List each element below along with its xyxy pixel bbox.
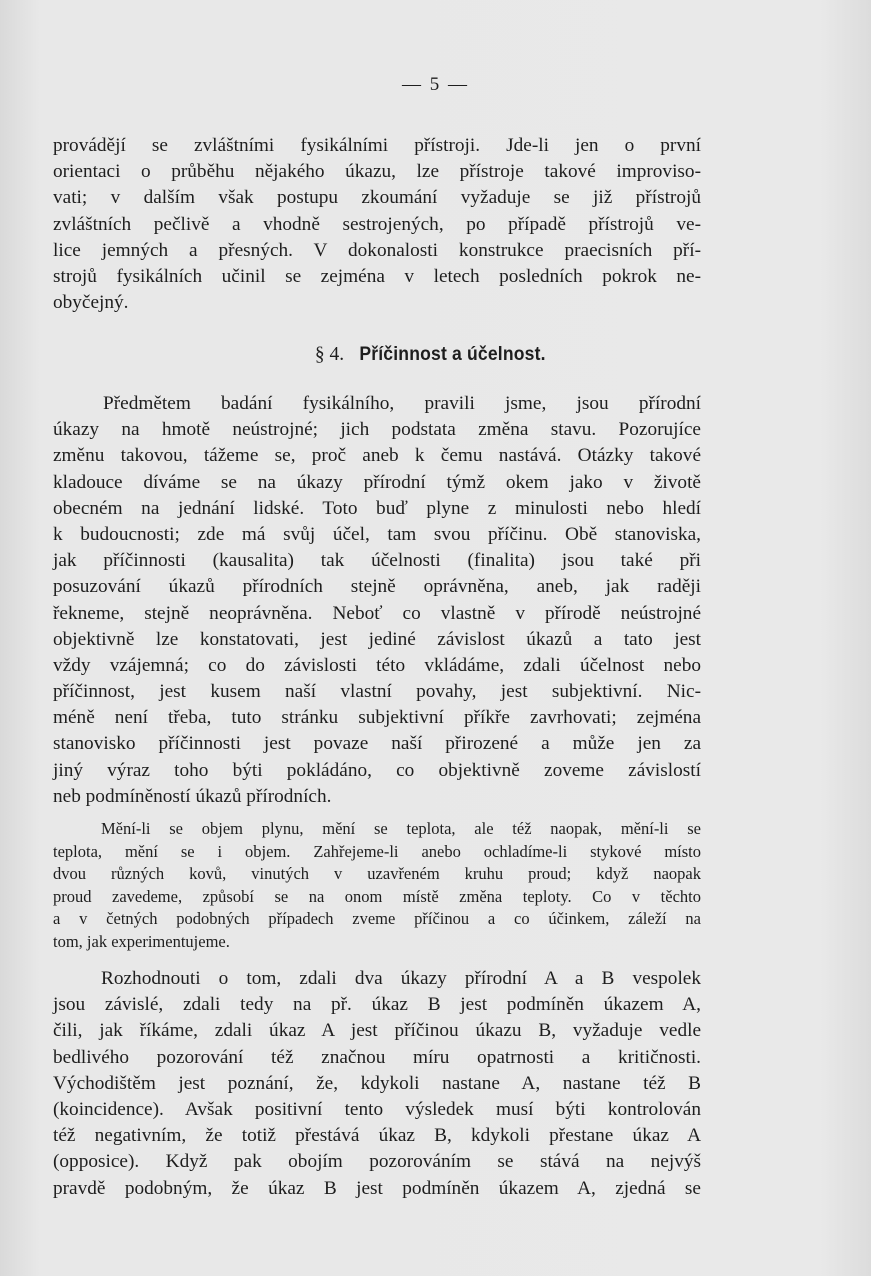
text-line: dvou různých kovů, vinutých v uzavřeném kruhu proud; když naopak	[53, 864, 701, 884]
text-line: pravdě podobným, že úkaz B jest podmíněn úkazem A, zjedná se	[53, 1177, 701, 1199]
text-line: jsou závislé, zdali tedy na př. úkaz B jest podmíněn úkazem A,	[53, 994, 701, 1016]
paragraph-2	[53, 391, 701, 810]
text-line: bedlivého pozorování též značnou míru opatrnosti a kritičnosti.	[53, 1046, 701, 1068]
text-line: proud zavedeme, způsobí se na onom místě změna teploty. Co v těchto	[53, 886, 701, 906]
text-line: též negativním, že totiž přestává úkaz B, kdykoli přestane úkaz A	[53, 1125, 701, 1147]
section-heading	[0, 343, 871, 366]
text-line: zvláštních pečlivě a vhodně sestrojených, po případě přístrojů ve-	[53, 213, 701, 235]
text-line: strojů fysikálních učinil se zejména v letech posledních pokrok ne-	[53, 265, 701, 287]
text-line: řekneme, stejně neoprávněna. Neboť co vlastně v přírodě neústrojné	[53, 602, 701, 624]
text-line: neb podmíněností úkazů přírodních.	[53, 785, 332, 807]
text-line: objektivně lze konstatovati, jest jediné závislost úkazů a tato jest	[53, 628, 701, 650]
text-line: tom, jak experimentujeme.	[53, 931, 230, 951]
text-line: (koincidence). Avšak positivní tento výsledek musí býti kontrolován	[53, 1098, 701, 1120]
text-line: čili, jak říkáme, zdali úkaz A jest příčinou úkazu B, vyžaduje vedle	[53, 1020, 701, 1042]
text-line: obecném na jednání lidské. Toto buď plyne z minulosti nebo hledí	[53, 497, 701, 519]
text-line: Mění-li se objem plynu, mění se teplota, ale též naopak, mění-li se	[101, 819, 701, 838]
page-number: — 5 —	[402, 74, 469, 95]
text-line: kladouce díváme se na úkazy přírodní týmž okem jako v životě	[53, 471, 701, 493]
text-line: k budoucnosti; zde má svůj účel, tam svou příčinu. Obě stanoviska,	[53, 523, 701, 545]
text-line: provádějí se zvláštními fysikálními přístroji. Jde-li jen o první	[53, 135, 701, 156]
text-line: Předmětem badání fysikálního, pravili jsme, jsou přírodní	[103, 393, 701, 414]
text-line: teplota, mění se i objem. Zahřejeme-li anebo ochladíme-li stykové místo	[53, 841, 701, 861]
text-line: vati; v dalším však postupu zkoumání vyžaduje se již přístrojů	[53, 187, 701, 209]
text-line: (opposice). Když pak obojím pozorováním se stává na nejvýš	[53, 1151, 701, 1173]
text-line: lice jemných a přesných. V dokonalosti konstrukce praecisních pří-	[53, 239, 701, 261]
paragraph-3-small-print	[53, 818, 701, 954]
text-line: orientaci o průběhu nějakého úkazu, lze přístroje takové improviso-	[53, 161, 701, 183]
text-line: Východištěm jest poznání, že, kdykoli nastane A, nastane též B	[53, 1072, 701, 1094]
text-line: stanovisko příčinnosti jest povaze naší přirozené a může jen za	[53, 733, 701, 755]
text-line: vždy vzájemná; co do závislosti této vkládáme, zdali účelnost nebo	[53, 654, 701, 676]
text-line: příčinnost, jest kusem naší vlastní povahy, jest subjektivní. Nic-	[53, 681, 701, 703]
text-line: Rozhodnouti o tom, zdali dva úkazy přírodní A a B vespolek	[101, 968, 701, 989]
text-line: obyčejný.	[53, 292, 129, 314]
paragraph-1	[53, 133, 701, 316]
text-line: jak příčinnosti (kausalita) tak účelnosti (finalita) jsou také při	[53, 550, 701, 572]
section-title: Příčinnost a účelnost.	[359, 343, 546, 365]
paragraph-4	[53, 966, 701, 1202]
section-number: § 4.	[314, 344, 345, 365]
text-line: změnu takovou, tážeme se, proč aneb k čemu nastává. Otázky takové	[53, 445, 701, 467]
text-line: úkazy na hmotě neústrojné; jich podstata změna stavu. Pozorujíce	[53, 419, 701, 441]
text-line: posuzování úkazů přírodních stejně oprávněna, aneb, jak raději	[53, 576, 701, 598]
text-line: a v četných podobných případech zveme příčinou a co účinkem, záleží na	[53, 909, 701, 929]
text-line: jiný výraz toho býti pokládáno, co objektivně zoveme závislostí	[53, 759, 701, 781]
text-line: méně není třeba, tuto stránku subjektivní příkře zavrhovati; zejména	[53, 707, 701, 729]
